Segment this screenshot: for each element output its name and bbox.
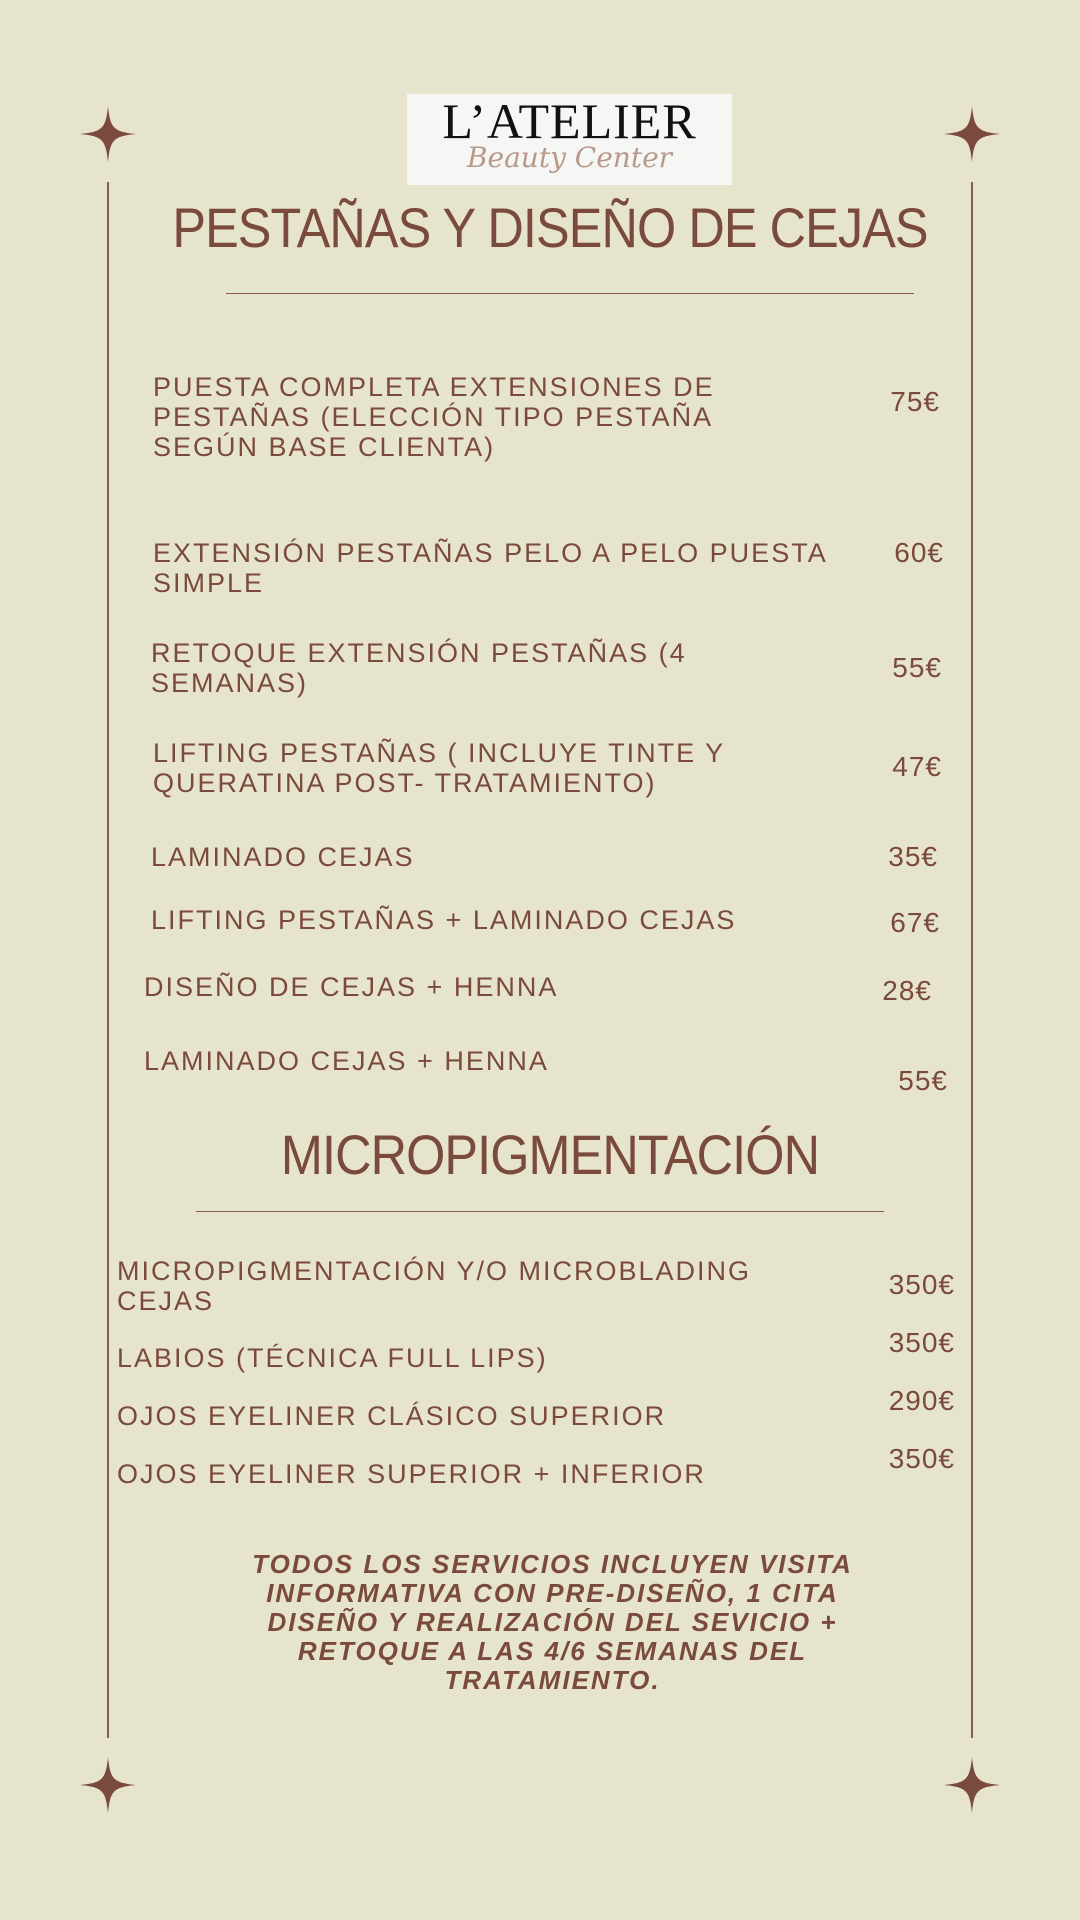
service-name: OJOS EYELINER CLÁSICO SUPERIOR xyxy=(117,1401,667,1431)
four-point-star-icon xyxy=(944,1757,1000,1813)
service-name: RETOQUE EXTENSIÓN PESTAÑAS (4 SEMANAS) xyxy=(151,638,687,698)
frame-line-right xyxy=(971,182,973,1738)
service-name: LAMINADO CEJAS + HENNA xyxy=(144,1046,549,1076)
section-title-lashes-brows: PESTAÑAS Y DISEÑO DE CEJAS xyxy=(172,196,928,259)
services-note: TODOS LOS SERVICIOS INCLUYEN VISITA INFORMATIVA CON PRE-DISEÑO, 1 CITA DISEÑO Y REALIZACIÓN DEL SEVICIO + RETOQUE A LAS 4/6 SEMANAS DEL TRATAMIENTO. xyxy=(252,1549,853,1695)
service-name: OJOS EYELINER SUPERIOR + INFERIOR xyxy=(117,1459,706,1489)
service-price: 28€ xyxy=(882,975,932,1006)
section-title-micropigmentation: MICROPIGMENTACIÓN xyxy=(280,1123,820,1186)
service-price: 350€ xyxy=(888,1269,955,1300)
service-name: LABIOS (TÉCNICA FULL LIPS) xyxy=(117,1343,548,1373)
four-point-star-icon xyxy=(80,106,136,162)
service-price: 350€ xyxy=(888,1443,955,1474)
service-price: 55€ xyxy=(892,652,942,683)
service-price: 350€ xyxy=(888,1327,955,1358)
service-price: 60€ xyxy=(894,537,944,568)
service-name: LAMINADO CEJAS xyxy=(151,842,415,872)
service-name: EXTENSIÓN PESTAÑAS PELO A PELO PUESTA SIMPLE xyxy=(153,538,827,598)
service-price: 75€ xyxy=(890,386,940,417)
four-point-star-icon xyxy=(944,106,1000,162)
brand-tagline: Beauty Center xyxy=(466,141,673,174)
service-name: PUESTA COMPLETA EXTENSIONES DE PESTAÑAS (ELECCIÓN TIPO PESTAÑA SEGÚN BASE CLIENTA) xyxy=(153,372,715,462)
service-name: LIFTING PESTAÑAS + LAMINADO CEJAS xyxy=(151,905,737,935)
four-point-star-icon xyxy=(80,1757,136,1813)
service-price: 55€ xyxy=(898,1065,948,1096)
brand-name: L’ATELIER xyxy=(442,93,697,149)
service-price: 35€ xyxy=(888,841,938,872)
service-name: MICROPIGMENTACIÓN Y/O MICROBLADING CEJAS xyxy=(117,1256,752,1316)
service-name: LIFTING PESTAÑAS ( INCLUYE TINTE Y QUERATINA POST- TRATAMIENTO) xyxy=(153,738,725,798)
service-name: DISEÑO DE CEJAS + HENNA xyxy=(144,972,559,1002)
service-price: 47€ xyxy=(892,751,942,782)
section-divider xyxy=(196,1211,884,1212)
frame-line-left xyxy=(107,182,109,1738)
section-divider xyxy=(226,293,914,294)
brand-logo xyxy=(407,94,732,185)
service-price: 67€ xyxy=(890,907,940,938)
service-price: 290€ xyxy=(888,1385,955,1416)
